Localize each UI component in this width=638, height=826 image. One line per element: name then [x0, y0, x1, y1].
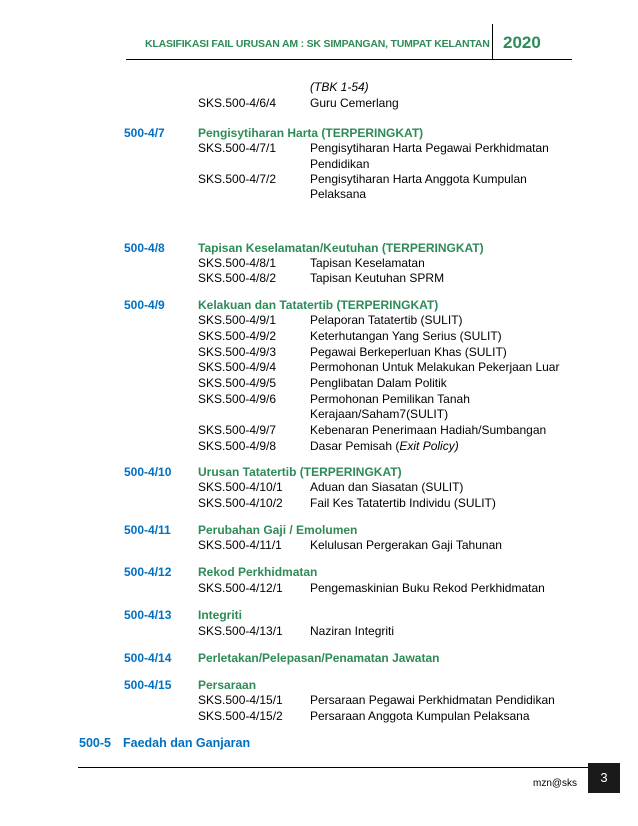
section-code: 500-4/8: [124, 241, 165, 255]
file-title: Fail Kes Tatatertib Individu (SULIT): [310, 496, 496, 510]
file-code: SKS.500-4/9/5: [198, 376, 277, 390]
section-title: Urusan Tatatertib (TERPERINGKAT): [198, 465, 402, 479]
section-code: 500-4/10: [124, 465, 172, 479]
file-title: Kebenaran Penerimaan Hadiah/Sumbangan: [310, 423, 547, 437]
file-title: Pengemaskinian Buku Rekod Perkhidmatan: [310, 581, 545, 595]
file-code: SKS.500-4/9/6: [198, 392, 277, 406]
section-title: Tapisan Keselamatan/Keutuhan (TERPERINGKAT): [198, 241, 484, 255]
file-code: SKS.500-4/9/1: [198, 313, 277, 327]
section-code: 500-4/14: [124, 651, 172, 665]
group-code: 500-5: [79, 736, 111, 750]
file-code: SKS.500-4/10/2: [198, 496, 283, 510]
file-title-italic: Exit Policy): [399, 439, 459, 453]
file-code: SKS.500-4/11/1: [198, 538, 282, 552]
section-title: Kelakuan dan Tatatertib (TERPERINGKAT): [198, 298, 439, 312]
section-code: 500-4/11: [124, 523, 171, 537]
file-title: Tapisan Keutuhan SPRM: [310, 271, 445, 285]
file-code: SKS.500-4/7/1: [198, 141, 277, 155]
footer-rule: [78, 767, 588, 768]
file-code: SKS.500-4/13/1: [198, 624, 283, 638]
file-title: Kelulusan Pergerakan Gaji Tahunan: [310, 538, 502, 552]
file-title: Pegawai Berkeperluan Khas (SULIT): [310, 345, 507, 359]
section-code: 500-4/9: [124, 298, 165, 312]
section-title: Pengisytiharan Harta (TERPERINGKAT): [198, 126, 424, 140]
file-code: SKS.500-4/8/1: [198, 256, 277, 270]
page-number: 3: [588, 763, 620, 793]
file-code: SKS.500-4/9/3: [198, 345, 277, 359]
file-code: SKS.500-4/12/1: [198, 581, 283, 595]
file-code: SKS.500-4/8/2: [198, 271, 277, 285]
group-title: Faedah dan Ganjaran: [123, 736, 251, 750]
file-code: SKS.500-4/9/7: [198, 423, 277, 437]
file-code: SKS.500-4/15/2: [198, 709, 283, 723]
section-title: Integriti: [198, 608, 242, 622]
file-title-continuation: Pendidikan: [310, 157, 370, 171]
file-title: Naziran Integriti: [310, 624, 395, 638]
file-code: SKS.500-4/9/4: [198, 360, 277, 374]
file-title-continuation: Kerajaan/Saham7(SULIT): [310, 407, 449, 421]
file-code: SKS.500-4/6/4: [198, 96, 277, 110]
section-code: 500-4/12: [124, 565, 172, 579]
file-code: SKS.500-4/9/8: [198, 439, 277, 453]
section-title: Perubahan Gaji / Emolumen: [198, 523, 358, 537]
file-title: Persaraan Pegawai Perkhidmatan Pendidikan: [310, 693, 555, 707]
section-code: 500-4/7: [124, 126, 165, 140]
section-code: 500-4/15: [124, 678, 172, 692]
file-code: SKS.500-4/10/1: [198, 480, 283, 494]
file-title: Dasar Pemisah (Exit Policy): [310, 439, 459, 453]
file-title: Pengisytiharan Harta Anggota Kumpulan: [310, 172, 527, 186]
file-title: Permohonan Pemilikan Tanah: [310, 392, 470, 406]
file-code: SKS.500-4/15/1: [198, 693, 283, 707]
section-title: Persaraan: [198, 678, 257, 692]
header-year: 2020: [503, 33, 541, 52]
file-title: Permohonan Untuk Melakukan Pekerjaan Luar: [310, 360, 560, 374]
section-title: Rekod Perkhidmatan: [198, 565, 318, 579]
section-title: Perletakan/Pelepasan/Penamatan Jawatan: [198, 651, 440, 665]
file-title: Pelaporan Tatatertib (SULIT): [310, 313, 463, 327]
header-title: KLASIFIKASI FAIL URUSAN AM : SK SIMPANGAN, TUMPAT KELANTAN: [145, 38, 490, 50]
section-code: 500-4/13: [124, 608, 172, 622]
file-title: Pengisytiharan Harta Pegawai Perkhidmatan: [310, 141, 549, 155]
file-title: Keterhutangan Yang Serius (SULIT): [310, 329, 502, 343]
file-title: Tapisan Keselamatan: [310, 256, 425, 270]
file-code: SKS.500-4/7/2: [198, 172, 277, 186]
file-title: Persaraan Anggota Kumpulan Pelaksana: [310, 709, 530, 723]
file-code: SKS.500-4/9/2: [198, 329, 277, 343]
file-title: Guru Cemerlang: [310, 96, 399, 110]
file-title-continuation: (TBK 1-54): [310, 80, 369, 94]
footer-author: mzn@sks: [533, 778, 578, 789]
file-title: Aduan dan Siasatan (SULIT): [310, 480, 464, 494]
file-title-continuation: Pelaksana: [310, 187, 367, 201]
file-title: Penglibatan Dalam Politik: [310, 376, 447, 390]
